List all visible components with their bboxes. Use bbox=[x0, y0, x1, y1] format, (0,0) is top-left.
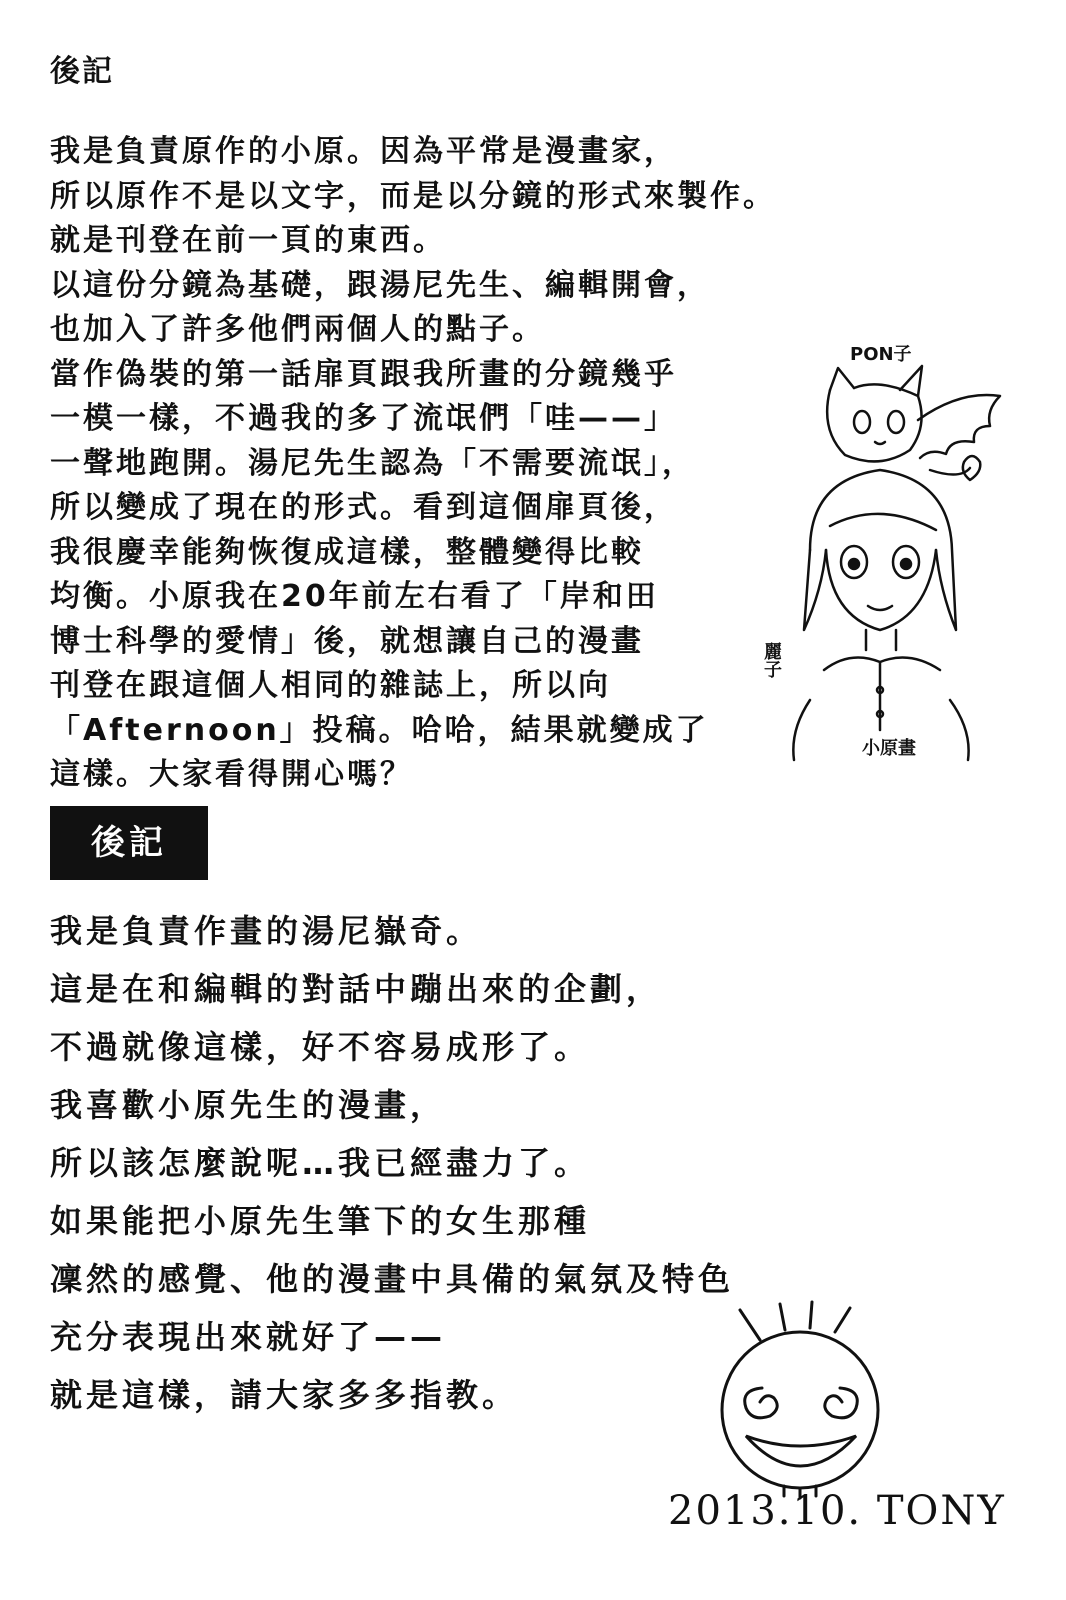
text-line: 就是這樣，請大家多多指教。 bbox=[50, 1376, 519, 1414]
text-line: 這是在和編輯的對話中蹦出來的企劃， bbox=[50, 970, 663, 1008]
text-line: 均衡。小原我在20年前左右看了「岸和田 bbox=[50, 579, 659, 614]
text-line: 這樣。大家看得開心嗎？ bbox=[50, 757, 413, 792]
text-line: 一模一樣，不過我的多了流氓們「哇——」 bbox=[50, 401, 677, 436]
girl-cat-drawing bbox=[750, 330, 1010, 770]
text-line: 我是負責作畫的湯尼嶽奇。 bbox=[50, 912, 483, 950]
text-line: 凜然的感覺、他的漫畫中具備的氣氛及特色 bbox=[50, 1260, 735, 1298]
text-line: 如果能把小原先生筆下的女生那種 bbox=[50, 1202, 591, 1240]
text-line: 充分表現出來就好了—— bbox=[50, 1318, 447, 1356]
text-line: 就是刊登在前一頁的東西。 bbox=[50, 223, 446, 258]
text-line: 以這份分鏡為基礎，跟湯尼先生、編輯開會， bbox=[50, 267, 710, 303]
artist-label: 小原畫 bbox=[862, 738, 916, 759]
text-line: 不過就像這樣，好不容易成形了。 bbox=[50, 1028, 591, 1066]
text-line: 刊登在跟這個人相同的雜誌上，所以向 bbox=[50, 668, 611, 703]
text-line: 我是負責原作的小原。因為平常是漫畫家， bbox=[50, 134, 677, 169]
text-line: 我喜歡小原先生的漫畫， bbox=[50, 1086, 447, 1124]
smiley-illustration bbox=[700, 1300, 930, 1500]
text-line: 一聲地跑開。湯尼先生認為「不需要流氓」， bbox=[50, 445, 695, 481]
text-line: 所以該怎麼說呢…我已經盡力了。 bbox=[50, 1144, 591, 1182]
pon-label: PON子 bbox=[850, 344, 912, 365]
afterword-banner: 後記 bbox=[50, 806, 208, 880]
text-line: 博士科學的愛情」後，就想讓自己的漫畫 bbox=[50, 623, 644, 659]
text-line: 也加入了許多他們兩個人的點子。 bbox=[50, 312, 545, 347]
text-line: 我很慶幸能夠恢復成這樣，整體變得比較 bbox=[50, 534, 644, 570]
text-line: 「Afternoon」投稿。哈哈，結果就變成了 bbox=[50, 712, 709, 748]
smiley-face-drawing bbox=[700, 1300, 930, 1500]
text-line: 當作偽裝的第一話扉頁跟我所畫的分鏡幾乎 bbox=[50, 356, 677, 392]
girl-name-label: 麗子 bbox=[761, 642, 782, 678]
text-line: 所以變成了現在的形式。看到這個扉頁後， bbox=[50, 490, 677, 525]
artist-afterword-text bbox=[50, 902, 810, 1424]
text-line: 所以原作不是以文字，而是以分鏡的形式來製作。 bbox=[50, 178, 776, 214]
signature: 2013.10. TONY bbox=[668, 1488, 1006, 1534]
girl-cat-illustration bbox=[750, 330, 1010, 770]
afterword-heading: 後記 bbox=[50, 54, 114, 89]
